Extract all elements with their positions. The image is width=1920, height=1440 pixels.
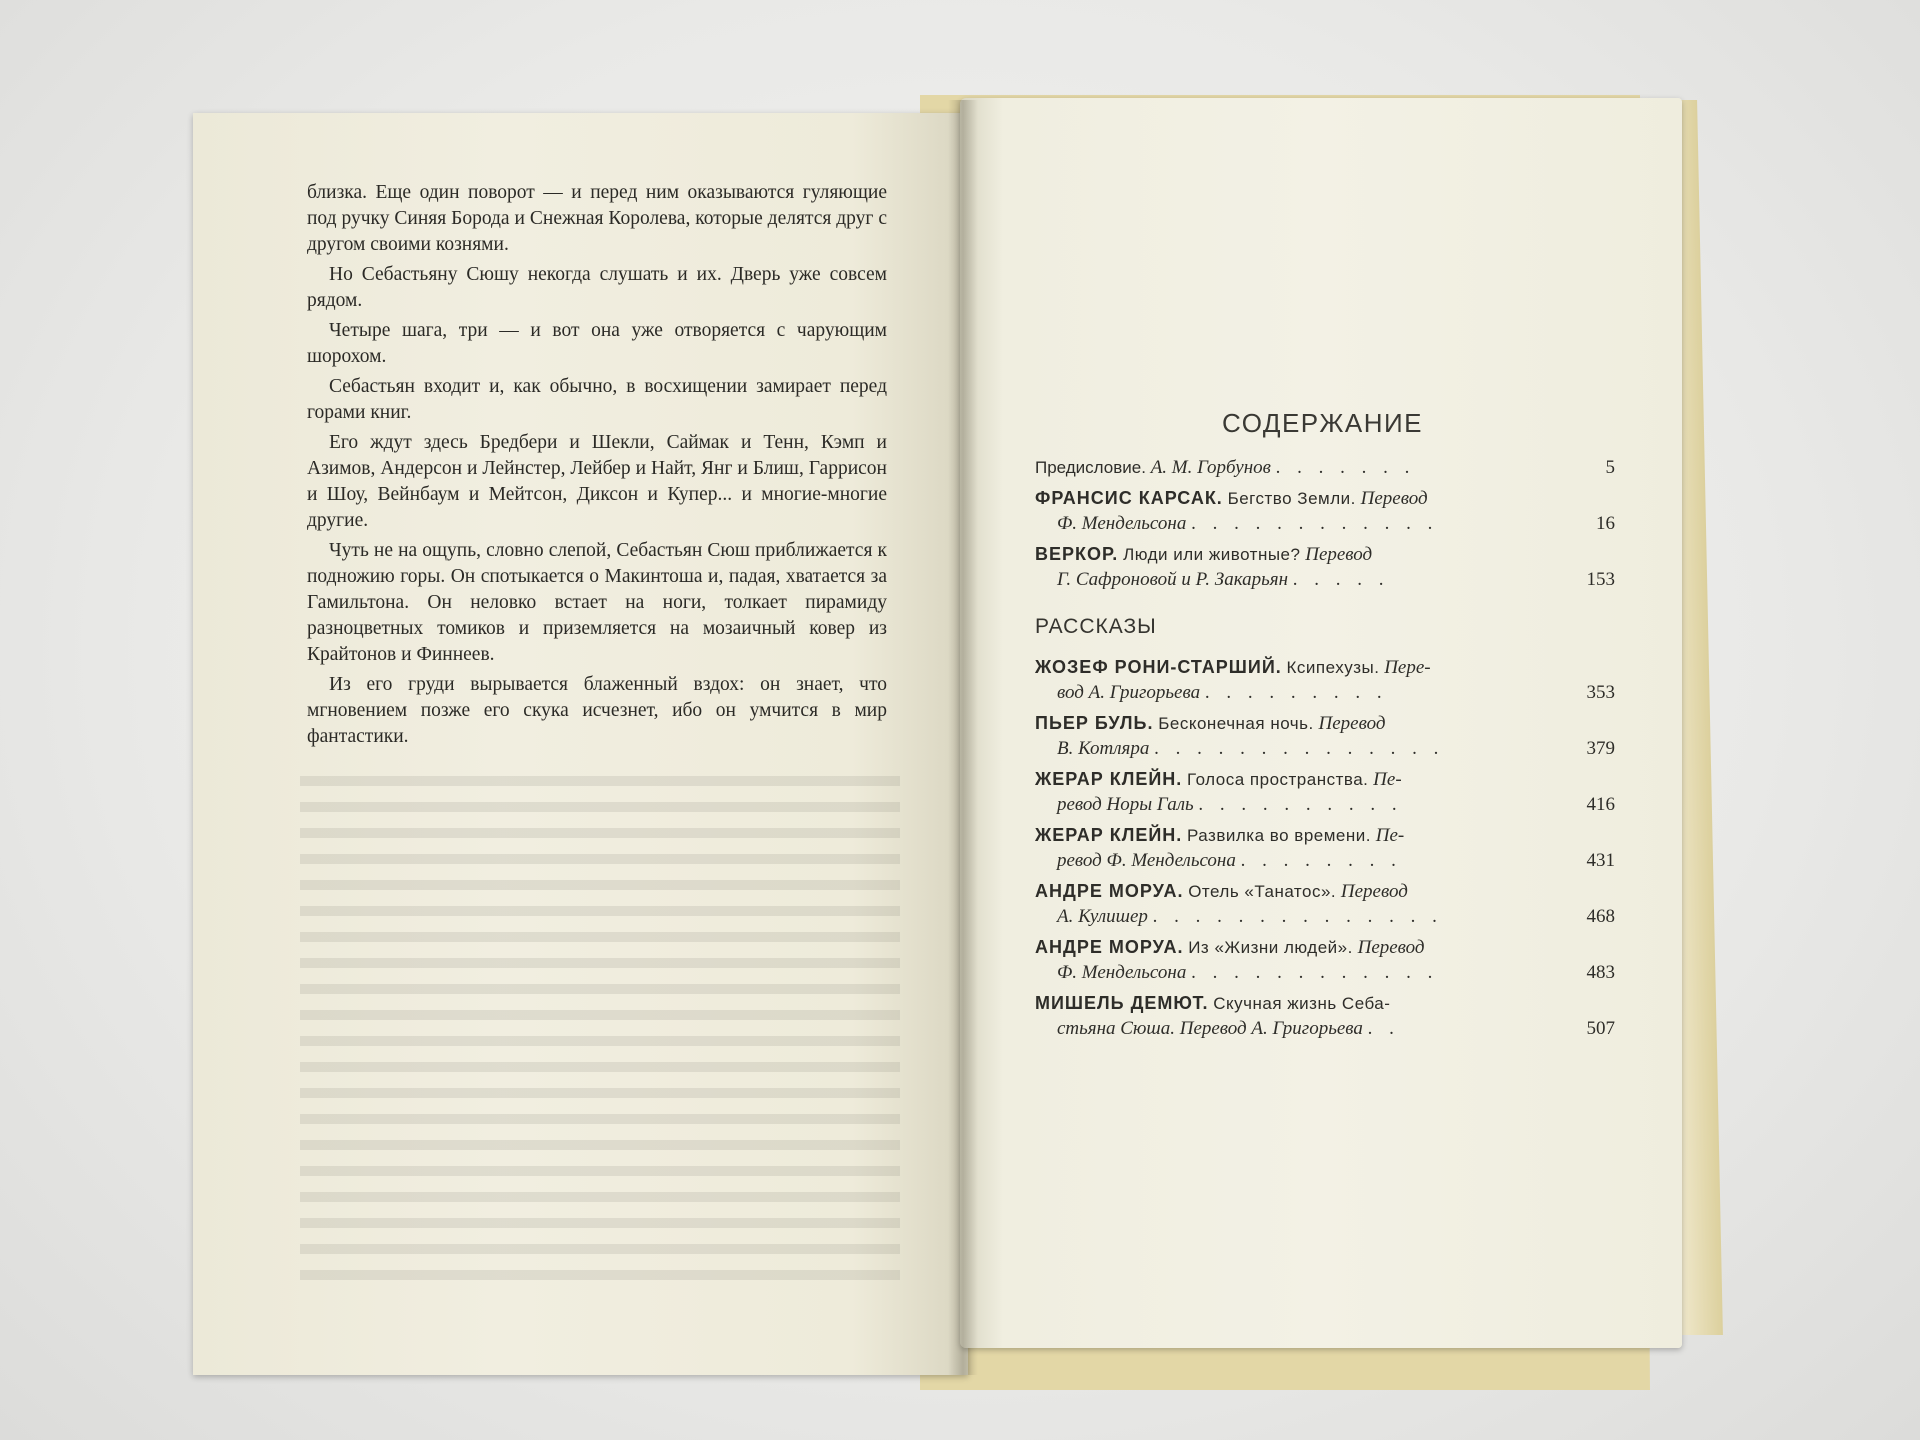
toc-entry-author: ЖОЗЕФ РОНИ-СТАРШИЙ.: [1035, 657, 1282, 677]
toc-entry-translator: Перевод: [1318, 713, 1386, 734]
paragraph: Но Себастьяну Сюшу некогда слушать и их. Дверь уже совсем рядом.: [307, 264, 887, 311]
toc-entry-translator: Перевод: [1305, 544, 1373, 565]
toc-leader-dots: . . . . . . .: [1275, 457, 1416, 478]
toc-entry: [1035, 711, 1615, 761]
toc-leader-dots: . .: [1367, 1018, 1400, 1039]
toc-entry-author: АНДРЕ МОРУА.: [1035, 937, 1184, 957]
toc-entry-title: Скучная жизнь Себа-: [1213, 994, 1391, 1013]
contents-heading: СОДЕРЖАНИЕ: [1222, 408, 1424, 438]
toc-leader-dots: . . . . . . . . . . . .: [1191, 962, 1439, 983]
toc-entry-title: Люди или животные?: [1123, 545, 1301, 564]
toc-entry-author: ПЬЕР БУЛЬ.: [1035, 713, 1154, 733]
toc-entry-translator: ревод Норы Галь: [1057, 794, 1194, 815]
paragraph: Чуть не на ощупь, словно слепой, Себастьян Сюш приближается к подножию горы. Он спотыкается о Макинтоша и, падая, хватается за Гамильтона. Он неловко встает на ноги, толкает пирамиду разноцветных томиков и приземляется на мозаичный ковер из Крайтонов и Финнеев.: [307, 540, 887, 665]
toc-entry-translator: Пере-: [1384, 657, 1431, 678]
toc-entry-translator: В. Котляра: [1057, 738, 1150, 759]
paragraph: Себастьян входит и, как обычно, в восхищении замирает перед горами книг.: [307, 376, 887, 423]
paragraph: Четыре шага, три — и вот она уже отворяется с чарующим шорохом.: [307, 320, 887, 367]
paragraph: близка. Еще один поворот — и перед ним оказываются гуляющие под ручку Синяя Борода и Снежная Королева, которые делятся друг с другом своими кознями.: [307, 182, 887, 255]
toc-page-number: 353: [1586, 682, 1615, 703]
show-through-text: [300, 760, 900, 1280]
toc-leader-dots: . . . . . . . . .: [1204, 682, 1388, 703]
toc-entry-translator: Перевод: [1340, 881, 1408, 902]
toc-entry: [1035, 991, 1615, 1041]
toc-entry-author: ЖЕРАР КЛЕЙН.: [1035, 825, 1183, 845]
toc-page-number: 16: [1596, 513, 1615, 534]
toc-entry-translator: Г. Сафроновой и Р. Закарьян: [1057, 569, 1289, 590]
toc-entry-translator: Ф. Мендельсона: [1057, 962, 1187, 983]
toc-entry-author: АНДРЕ МОРУА.: [1035, 881, 1184, 901]
toc-entry-translator: Пе-: [1373, 769, 1402, 790]
toc-leader-dots: . . . . . . . . . . . . . .: [1152, 906, 1443, 927]
toc-entry-translator: ревод Ф. Мендельсона: [1057, 850, 1236, 871]
toc-entry-title: Отель «Танатос».: [1188, 882, 1337, 901]
toc-page-number: 431: [1586, 850, 1615, 871]
toc-entry-translator: Пе-: [1375, 825, 1405, 846]
toc-page-number: 483: [1586, 962, 1615, 983]
left-page-text: [307, 180, 887, 754]
toc-leader-dots: . . . . . . . . . .: [1198, 794, 1403, 815]
toc-leader-dots: . . . . . . . .: [1240, 850, 1402, 871]
toc-entry-author: ЖЕРАР КЛЕЙН.: [1035, 769, 1183, 789]
toc-entry-translator: стьяна Сюша. Перевод А. Григорьева: [1057, 1018, 1363, 1039]
toc-leader-dots: . . . . .: [1292, 569, 1390, 590]
toc-entry-author: ВЕРКОР.: [1035, 544, 1119, 564]
toc-page-number: 5: [1605, 457, 1615, 478]
table-of-contents: [1035, 455, 1615, 1047]
toc-entry-author: МИШЕЛЬ ДЕМЮТ.: [1035, 993, 1209, 1013]
toc-entry-title: Бесконечная ночь.: [1158, 714, 1314, 733]
toc-page-number: 468: [1586, 906, 1615, 927]
toc-entry-translator: Перевод: [1357, 937, 1425, 958]
toc-leader-dots: . . . . . . . . . . . . . .: [1154, 738, 1445, 759]
toc-entry-translator: Перевод: [1360, 488, 1428, 509]
book-gutter: [948, 100, 978, 1375]
toc-page-number: 507: [1586, 1018, 1615, 1039]
toc-page-number: 416: [1586, 794, 1615, 815]
toc-entry-author: А. М. Горбунов: [1150, 457, 1271, 478]
section-heading: РАССКАЗЫ: [1035, 615, 1157, 638]
toc-page-number: 153: [1586, 569, 1615, 590]
toc-entry: [1035, 486, 1615, 536]
toc-entry-label: Предисловие.: [1035, 458, 1146, 477]
toc-entry-title: Из «Жизни людей».: [1188, 938, 1353, 957]
toc-entry: [1035, 935, 1615, 985]
toc-leader-dots: . . . . . . . . . . . .: [1191, 513, 1439, 534]
toc-entry: [1035, 879, 1615, 929]
toc-entry-title: Бегство Земли.: [1227, 489, 1356, 508]
toc-entry: [1035, 655, 1615, 705]
toc-entry-translator: вод А. Григорьева: [1057, 682, 1201, 703]
toc-page-number: 379: [1586, 738, 1615, 759]
paragraph: Его ждут здесь Бредбери и Шекли, Саймак и Тенн, Кэмп и Азимов, Андерсон и Лейнстер, Лейбер и Найт, Янг и Блиш, Гаррисон и Шоу, Вейнбаум и Мейтсон, Диксон и Купер... и многие-многие другие.: [307, 432, 887, 531]
toc-entry-title: Голоса пространства.: [1187, 770, 1369, 789]
toc-entry-author: ФРАНСИС КАРСАК.: [1035, 488, 1223, 508]
toc-entry-preface: [1035, 455, 1615, 480]
toc-entry-translator: Ф. Мендельсона: [1057, 513, 1187, 534]
paragraph: Из его груди вырывается блаженный вздох: он знает, что мгновением позже его скука исчезнет, ибо он умчится в мир фантастики.: [307, 674, 887, 747]
toc-entry-title: Ксипехузы.: [1286, 658, 1380, 677]
toc-entry-translator: А. Кулишер: [1057, 906, 1148, 927]
toc-entry: [1035, 542, 1615, 592]
toc-entry: [1035, 767, 1615, 817]
toc-entry: [1035, 823, 1615, 873]
toc-entry-title: Развилка во времени.: [1187, 826, 1371, 845]
